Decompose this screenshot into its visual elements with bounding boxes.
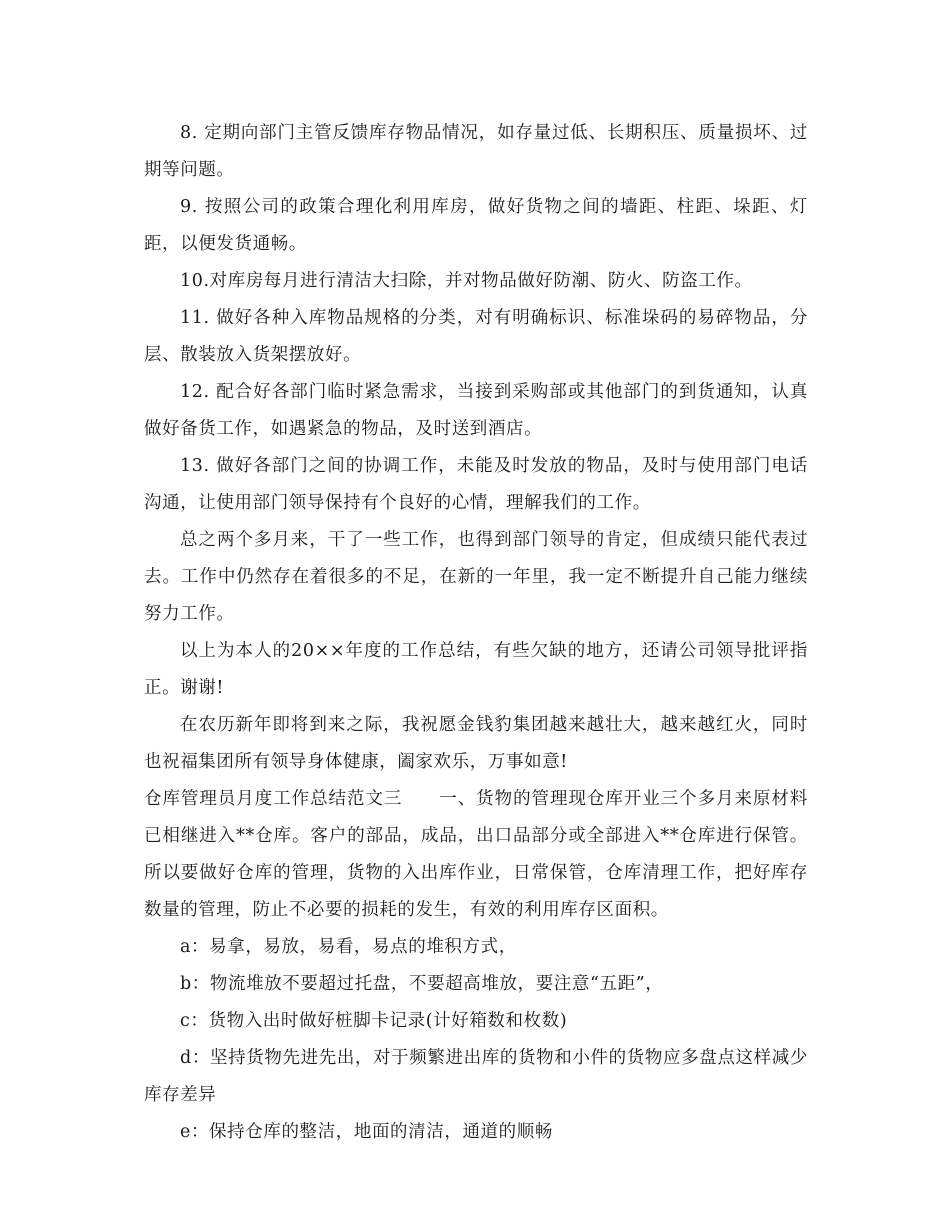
paragraph-item-12: 12. 配合好各部门临时紧急需求，当接到采购部或其他部门的到货通知，认真做好备货工作，如遇紧急的物品，及时送到酒店。 — [144, 382, 808, 439]
paragraph-summary: 总之两个多月来，干了一些工作，也得到部门领导的肯定，但成绩只能代表过去。工作中仍然存在着很多的不足，在新的一年里，我一定不断提升自己能力继续努力工作。 — [144, 530, 808, 624]
paragraph-point-b: b：物流堆放不要超过托盘，不要超高堆放，要注意“五距”， — [180, 974, 664, 994]
paragraph-point-e: e：保持仓库的整洁，地面的清洁，通道的顺畅 — [180, 1122, 553, 1142]
paragraph-item-10: 10.对库房每月进行清洁大扫除，并对物品做好防潮、防火、防盗工作。 — [180, 271, 753, 291]
paragraph-item-9: 9. 按照公司的政策合理化利用库房，做好货物之间的墙距、柱距、垛距、灯距，以便发货通畅。 — [144, 197, 808, 254]
paragraph-item-13: 13. 做好各部门之间的协调工作，未能及时发放的物品，及时与使用部门电话沟通，让使用部门领导保持有个良好的心情，理解我们的工作。 — [144, 456, 808, 513]
paragraph-item-8: 8. 定期向部门主管反馈库存物品情况，如存量过低、长期积压、质量损坏、过期等问题。 — [144, 123, 808, 180]
paragraph-point-a: a：易拿，易放，易看，易点的堆积方式， — [180, 937, 517, 957]
paragraph-closing: 以上为本人的20××年度的工作总结，有些欠缺的地方，还请公司领导批评指正。谢谢! — [144, 641, 808, 698]
paragraph-new-year-wishes: 在农历新年即将到来之际，我祝愿金钱豹集团越来越壮大，越来越红火，同时也祝福集团所有领导身体健康，阖家欢乐，万事如意! — [144, 715, 808, 772]
paragraph-point-d: d：坚持货物先进先出，对于频繁进出库的货物和小件的货物应多盘点这样减少库存差异 — [144, 1048, 808, 1105]
paragraph-item-11: 11. 做好各种入库物品规格的分类，对有明确标识、标准垛码的易碎物品，分层、散装放入货架摆放好。 — [144, 308, 808, 365]
paragraph-point-c: c：货物入出时做好桩脚卡记录(计好箱数和枚数) — [180, 1011, 568, 1031]
document-body — [144, 115, 808, 1151]
paragraph-section-three: 仓库管理员月度工作总结范文三 一、货物的管理现仓库开业三个多月来原材料已相继进入**仓库。客户的部品，成品，出口品部分或全部进入**仓库进行保管。所以要做好仓库的管理，货物的入出库作业，日常保管，仓库清理工作，把好库存数量的管理，防止不必要的损耗的发生，有效的利用库存区面积。 — [144, 789, 808, 920]
